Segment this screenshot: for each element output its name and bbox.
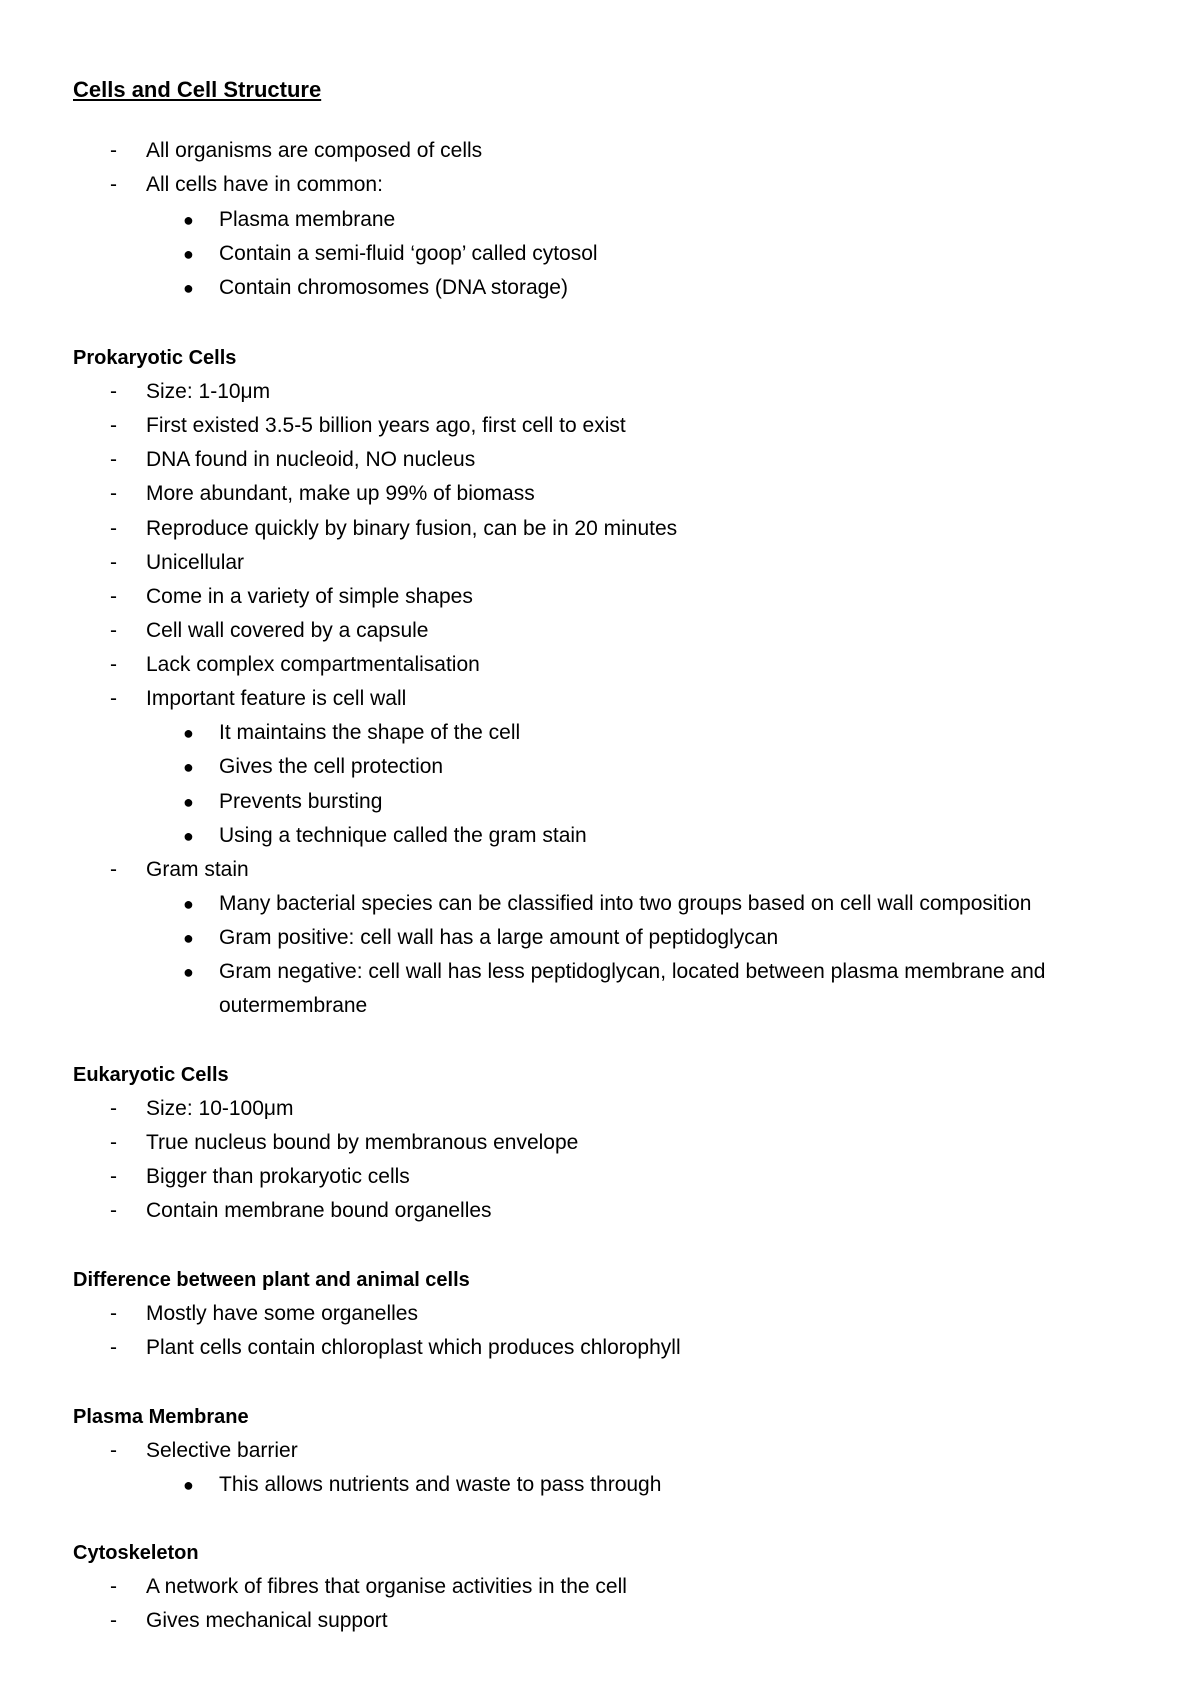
dash-marker: - [110,380,117,403]
dash-marker: - [110,1131,117,1154]
bullet-icon: ● [183,723,194,743]
sub-list-item-continuation: outermembrane [219,994,368,1017]
bullet-icon: ● [183,278,194,298]
dash-marker: - [110,1439,117,1462]
sub-list-item: Many bacterial species can be classified into two groups based on cell wall composition [219,892,1032,915]
bullet-icon: ● [183,757,194,777]
list-item: Important feature is cell wall [146,687,407,710]
list-item: True nucleus bound by membranous envelope [146,1131,579,1154]
sub-list-item: Using a technique called the gram stain [219,824,587,847]
dash-marker: - [110,1336,117,1359]
dash-marker: - [110,585,117,608]
list-item: Reproduce quickly by binary fusion, can be in 20 minutes [146,517,678,540]
section-heading: Plasma Membrane [73,1406,249,1428]
dash-marker: - [110,858,117,881]
list-item: DNA found in nucleoid, NO nucleus [146,448,476,471]
section-heading: Eukaryotic Cells [73,1064,229,1086]
bullet-icon: ● [183,792,194,812]
bullet-icon: ● [183,826,194,846]
dash-marker: - [110,619,117,642]
sub-list-item: Contain a semi-fluid ‘goop’ called cytosol [219,242,598,265]
sub-list-item: Plasma membrane [219,208,396,231]
sub-list-item: This allows nutrients and waste to pass through [219,1473,662,1496]
bullet-icon: ● [183,962,194,982]
dash-marker: - [110,551,117,574]
list-item: Cell wall covered by a capsule [146,619,429,642]
list-item: More abundant, make up 99% of biomass [146,482,535,505]
list-item: All cells have in common: [146,173,383,196]
sub-list-item: Gram positive: cell wall has a large amount of peptidoglycan [219,926,779,949]
dash-marker: - [110,1302,117,1325]
list-item: Gives mechanical support [146,1609,388,1632]
dash-marker: - [110,1097,117,1120]
bullet-icon: ● [183,244,194,264]
dash-marker: - [110,139,117,162]
list-item: Size: 10-100μm [146,1097,294,1120]
dash-marker: - [110,653,117,676]
list-item: Contain membrane bound organelles [146,1199,492,1222]
list-item: Plant cells contain chloroplast which produces chlorophyll [146,1336,681,1359]
dash-marker: - [110,482,117,505]
dash-marker: - [110,1199,117,1222]
dash-marker: - [110,517,117,540]
section-heading: Difference between plant and animal cells [73,1269,470,1291]
bullet-icon: ● [183,928,194,948]
list-item: Gram stain [146,858,249,881]
dash-marker: - [110,687,117,710]
dash-marker: - [110,414,117,437]
dash-marker: - [110,1575,117,1598]
sub-list-item: Gives the cell protection [219,755,444,778]
list-item: All organisms are composed of cells [146,139,483,162]
list-item: Mostly have some organelles [146,1302,418,1325]
list-item: Size: 1-10μm [146,380,271,403]
sub-list-item: Gram negative: cell wall has less peptidoglycan, located between plasma membrane and [219,960,1046,983]
sub-list-item: It maintains the shape of the cell [219,721,521,744]
sub-list-item: Contain chromosomes (DNA storage) [219,276,568,299]
dash-marker: - [110,173,117,196]
list-item: Bigger than prokaryotic cells [146,1165,410,1188]
bullet-icon: ● [183,210,194,230]
bullet-icon: ● [183,1475,194,1495]
page-title: Cells and Cell Structure [73,77,322,102]
list-item: First existed 3.5-5 billion years ago, first cell to exist [146,414,626,437]
section-heading: Cytoskeleton [73,1542,199,1564]
bullet-icon: ● [183,894,194,914]
list-item: A network of fibres that organise activities in the cell [146,1575,627,1598]
dash-marker: - [110,1609,117,1632]
list-item: Unicellular [146,551,245,574]
dash-marker: - [110,448,117,471]
section-heading: Prokaryotic Cells [73,347,237,369]
dash-marker: - [110,1165,117,1188]
list-item: Lack complex compartmentalisation [146,653,480,676]
sub-list-item: Prevents bursting [219,790,383,813]
list-item: Selective barrier [146,1439,298,1462]
list-item: Come in a variety of simple shapes [146,585,473,608]
